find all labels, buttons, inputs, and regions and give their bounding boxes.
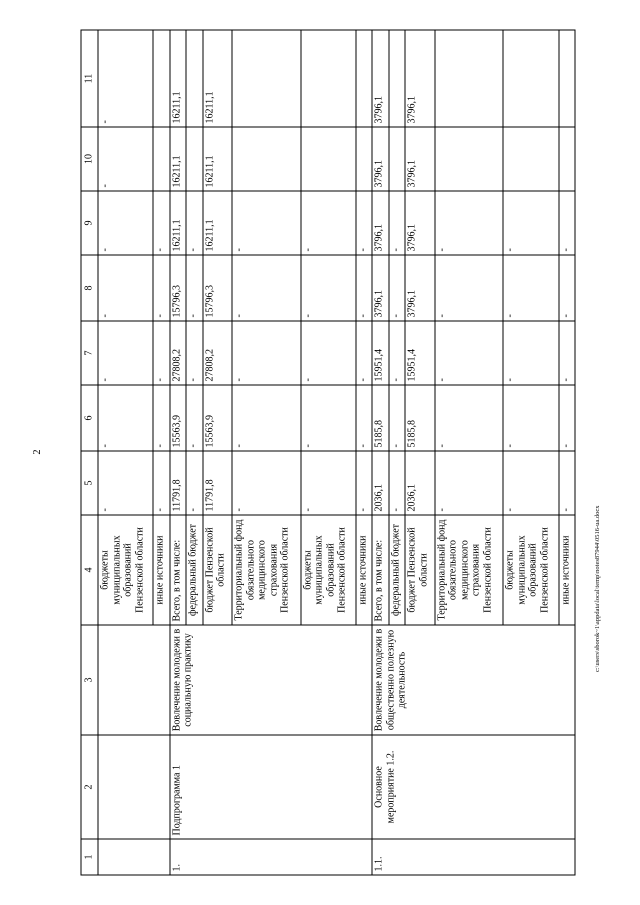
header-cell: 4	[81, 515, 98, 625]
value-cell	[232, 30, 300, 127]
value-cell: -	[558, 451, 575, 515]
value-cell: 16211,1	[202, 30, 231, 127]
value-cell: 16211,1	[202, 127, 231, 191]
value-cell: -	[434, 191, 502, 255]
value-cell: -	[355, 191, 371, 255]
value-cell: -	[300, 255, 355, 321]
header-cell: 7	[81, 321, 98, 385]
value-cell: -	[355, 385, 371, 451]
funding-source-cell: федеральный бюджет	[186, 515, 202, 625]
value-cell: -	[153, 255, 169, 321]
value-cell: -	[503, 191, 558, 255]
value-cell: 3796,1	[372, 30, 388, 127]
value-cell: -	[503, 385, 558, 451]
value-cell: -	[300, 451, 355, 515]
value-cell: -	[232, 385, 300, 451]
value-cell: -	[153, 385, 169, 451]
value-cell: 11791,8	[169, 451, 185, 515]
value-cell	[558, 30, 575, 127]
value-cell: 15563,9	[202, 385, 231, 451]
value-cell	[186, 30, 202, 127]
header-cell: 3	[81, 625, 98, 735]
value-cell: -	[388, 385, 404, 451]
value-cell: -	[186, 191, 202, 255]
value-cell: 3796,1	[372, 127, 388, 191]
value-cell: 3796,1	[405, 30, 434, 127]
value-cell: 27808,2	[202, 321, 231, 385]
value-cell: 3796,1	[372, 191, 388, 255]
value-cell: -	[388, 255, 404, 321]
header-cell: 1	[81, 839, 98, 875]
value-cell: -	[232, 451, 300, 515]
program-name-cell	[98, 735, 170, 839]
funding-source-cell: бюджеты муниципальных образований Пензенской области	[300, 515, 355, 625]
value-cell: 15563,9	[169, 385, 185, 451]
value-cell: -	[232, 255, 300, 321]
value-cell: -	[503, 451, 558, 515]
value-cell: 3796,1	[405, 255, 434, 321]
value-cell: 15951,4	[372, 321, 388, 385]
value-cell: -	[232, 191, 300, 255]
value-cell	[503, 127, 558, 191]
header-cell: 5	[81, 451, 98, 515]
goal-cell: Вовлечение молодежи в общественно полезную деятельность	[372, 625, 575, 735]
row-number-cell: 1.	[169, 839, 372, 875]
value-cell: -	[153, 321, 169, 385]
value-cell: -	[186, 255, 202, 321]
budget-table	[80, 29, 575, 875]
funding-source-cell: бюджет Пензенской области	[405, 515, 434, 625]
value-cell	[153, 127, 169, 191]
value-cell: 16211,1	[169, 191, 185, 255]
table-container	[80, 30, 575, 875]
row-number-cell: 1.1.	[372, 839, 575, 875]
value-cell: -	[558, 191, 575, 255]
funding-source-cell: Территориальный фонд обязательного медицинского страхования Пензенской области	[232, 515, 300, 625]
value-cell: -	[300, 385, 355, 451]
value-cell: -	[98, 30, 153, 127]
funding-source-cell: Всего, в том числе:	[169, 515, 185, 625]
value-cell: 15796,3	[169, 255, 185, 321]
value-cell	[232, 127, 300, 191]
value-cell: -	[558, 385, 575, 451]
value-cell	[503, 30, 558, 127]
value-cell: -	[232, 321, 300, 385]
goal-cell	[98, 625, 170, 735]
value-cell: -	[434, 451, 502, 515]
value-cell: -	[300, 191, 355, 255]
rotated-table-frame	[80, 30, 575, 875]
header-cell: 8	[81, 255, 98, 321]
value-cell: -	[388, 451, 404, 515]
value-cell	[558, 127, 575, 191]
header-cell: 9	[81, 191, 98, 255]
value-cell: -	[98, 191, 153, 255]
goal-cell: Вовлечение молодежи в социальную практику	[169, 625, 372, 735]
value-cell	[300, 30, 355, 127]
value-cell: 2036,1	[405, 451, 434, 515]
value-cell: -	[98, 127, 153, 191]
value-cell: -	[98, 385, 153, 451]
value-cell: 16211,1	[169, 127, 185, 191]
value-cell	[434, 30, 502, 127]
funding-source-cell: Всего, в том числе:	[372, 515, 388, 625]
value-cell: -	[98, 321, 153, 385]
value-cell	[355, 127, 371, 191]
header-cell: 10	[81, 127, 98, 191]
file-path-footer: c:\users\sborok~1\appdata\local\temp\notes87944\0516-ua.docx	[594, 505, 601, 672]
value-cell: -	[153, 191, 169, 255]
value-cell: 5185,8	[372, 385, 388, 451]
value-cell: 15951,4	[405, 321, 434, 385]
funding-source-cell: Территориальный фонд обязательного медицинского страхования Пензенской области	[434, 515, 502, 625]
value-cell: 16211,1	[202, 191, 231, 255]
value-cell	[153, 30, 169, 127]
value-cell: 3796,1	[405, 191, 434, 255]
value-cell: -	[98, 451, 153, 515]
funding-source-cell: иные источники	[355, 515, 371, 625]
value-cell: 2036,1	[372, 451, 388, 515]
value-cell: -	[355, 451, 371, 515]
program-name-cell: Основное мероприятие 1.2.	[372, 735, 575, 839]
funding-source-cell: бюджеты муниципальных образований Пензенской области	[98, 515, 153, 625]
value-cell: -	[153, 451, 169, 515]
value-cell: -	[355, 255, 371, 321]
header-cell: 6	[81, 385, 98, 451]
header-cell: 11	[81, 30, 98, 127]
value-cell: -	[388, 321, 404, 385]
funding-source-cell: бюджет Пензенской области	[202, 515, 231, 625]
value-cell	[355, 30, 371, 127]
table-row	[169, 30, 185, 875]
value-cell: -	[186, 385, 202, 451]
value-cell: -	[503, 321, 558, 385]
value-cell	[300, 127, 355, 191]
value-cell: -	[300, 321, 355, 385]
value-cell: -	[388, 191, 404, 255]
value-cell: -	[186, 321, 202, 385]
value-cell	[388, 30, 404, 127]
value-cell: -	[434, 255, 502, 321]
program-name-cell: Подпрограмма 1	[169, 735, 372, 839]
value-cell: 16211,1	[169, 30, 185, 127]
funding-source-cell: иные источники	[558, 515, 575, 625]
value-cell: 3796,1	[372, 255, 388, 321]
value-cell: -	[434, 385, 502, 451]
value-cell: 27808,2	[169, 321, 185, 385]
value-cell	[434, 127, 502, 191]
value-cell: -	[434, 321, 502, 385]
value-cell	[186, 127, 202, 191]
value-cell	[388, 127, 404, 191]
value-cell: -	[503, 255, 558, 321]
header-cell: 2	[81, 735, 98, 839]
value-cell: 11791,8	[202, 451, 231, 515]
page-number: 2	[32, 449, 43, 455]
value-cell: -	[355, 321, 371, 385]
funding-source-cell: бюджеты муниципальных образований Пензенской области	[503, 515, 558, 625]
value-cell: -	[558, 321, 575, 385]
value-cell: 5185,8	[405, 385, 434, 451]
table-row	[98, 30, 153, 875]
value-cell: -	[98, 255, 153, 321]
funding-source-cell: иные источники	[153, 515, 169, 625]
value-cell: -	[558, 255, 575, 321]
header-row	[81, 30, 98, 875]
value-cell: -	[186, 451, 202, 515]
value-cell: 15796,3	[202, 255, 231, 321]
funding-source-cell: федеральный бюджет	[388, 515, 404, 625]
table-row	[372, 30, 388, 875]
value-cell: 3796,1	[405, 127, 434, 191]
row-number-cell	[98, 839, 170, 875]
